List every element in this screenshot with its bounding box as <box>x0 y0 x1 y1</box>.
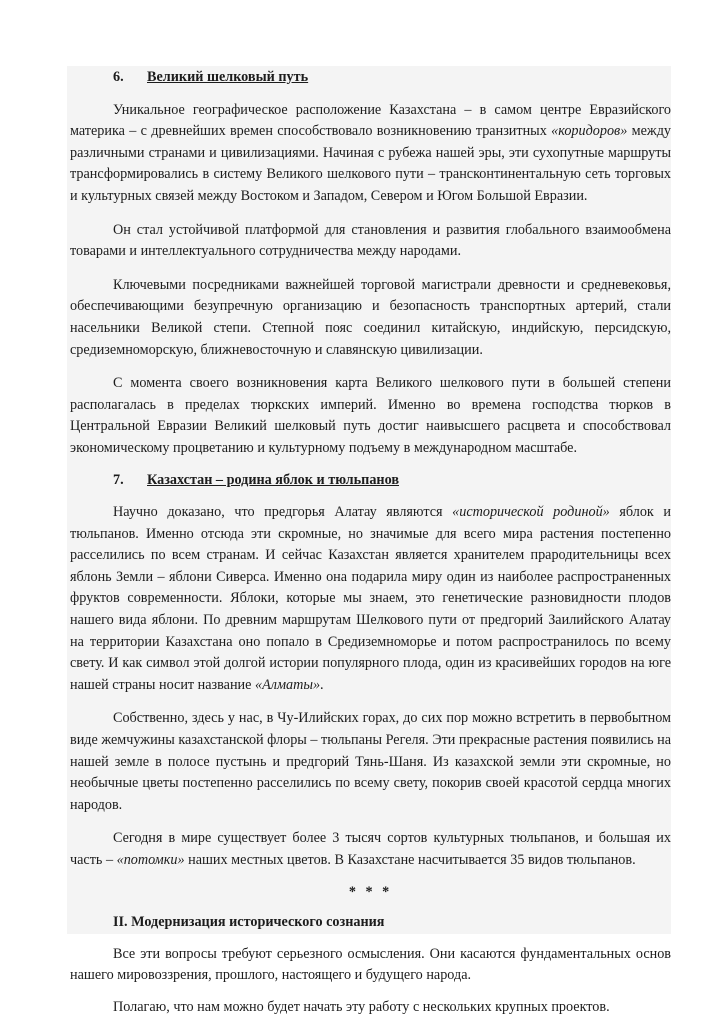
italic-phrase: «коридоров» <box>551 123 628 140</box>
section-title: Великий шелковый путь <box>147 69 309 85</box>
paragraph: Ключевыми посредниками важнейшей торговой магистрали древности и средневековья, обеспечивающими безупречную организацию и безопасность транспортных артерий, стали насельники Великой степи. Степной пояс соединил китайскую, индийскую, персидскую, средиземноморскую, ближневосточную и славянскую цивилизации. <box>70 276 671 358</box>
section-heading <box>70 470 671 492</box>
paragraph: Сегодня в мире существует более 3 тысяч сортов культурных тюльпанов, и большая их часть – «потомки» наших местных цветов. В Казахстане насчитывается 35 видов тюльпанов. <box>70 830 671 868</box>
paragraph: Все эти вопросы требуют серьезного осмысления. Они касаются фундаментальных основ нашего мировоззрения, прошлого, настоящего и будущего народа. <box>70 945 671 984</box>
separator: * * * <box>348 883 393 900</box>
italic-phrase: «потомки» <box>116 852 185 868</box>
section-title: Казахстан – родина яблок и тюльпанов <box>147 471 399 488</box>
part-heading: II. Модернизация исторического сознания <box>113 914 385 931</box>
paragraph: Научно доказано, что предгорья Алатау являются «исторической родиной» яблок и тюльпанов. Именно отсюда эти скромные, но значимые для всего мира растения постепенно расселились по всем странам. И сейчас Казахстан является хранителем прародительницы всех яблонь Земли – яблони Сиверса. Именно она подарила миру один из наиболее распространенных фруктов современности. Яблоки, которые мы знаем, это генетические разновидности плодов нашего вида яблони. По древним маршрутам Шелкового пути от предгорий Заилийского Алатау на территории Казахстана оно попало в Средиземноморье и потом распространилось по всему свету. И как символ этой долгой истории популярного плода, один из красивейших городов на юге нашей страны носит название «Алматы». <box>70 504 671 693</box>
italic-phrase: «Алматы» <box>255 676 321 693</box>
paragraph: Полагаю, что нам можно будет начать эту работу с нескольких крупных проектов. <box>113 998 610 1015</box>
paragraph: Уникальное географическое расположение Казахстана – в самом центре Евразийского материка – с древнейших времен способствовало возникновению транзитных «коридоров» между различными странами и цивилизациями. Начиная с рубежа нашей эры, эти сухопутные маршруты трансформировались в систему Великого шелкового пути – трансконтинентальную сеть торговых и культурных связей между Востоком и Западом, Севером и Югом Большой Евразии. <box>70 101 672 204</box>
italic-phrase: «исторической родиной» <box>452 504 610 521</box>
document-body <box>70 67 671 1029</box>
section-number: 7. <box>113 471 124 488</box>
section-heading <box>70 67 671 89</box>
paragraph: С момента своего возникновения карта Великого шелкового пути в большей степени располагалась в пределах тюркских империй. Именно во времена господства тюрков в Центральной Евразии Великий шелковый путь достиг наивысшего расцвета и способствовал экономическому процветанию и культурному подъему в международном масштабе. <box>70 375 671 456</box>
paragraph: Собственно, здесь у нас, в Чу-Илийских горах, до сих пор можно встретить в первобытном виде жемчужины казахстанской флоры – тюльпаны Регеля. Эти прекрасные растения появились на нашей земле в полосе пустынь и предгорий Тянь-Шаня. Из казахской земли эти скромные, но необычные цветы постепенно расселились по всему свету, покорив своей красотой сердца многих народов. <box>70 710 671 813</box>
paragraph: Он стал устойчивой платформой для становления и развития глобального взаимообмена товарами и интеллектуального сотрудничества между народами. <box>70 221 671 260</box>
section-number: 6. <box>113 69 124 85</box>
